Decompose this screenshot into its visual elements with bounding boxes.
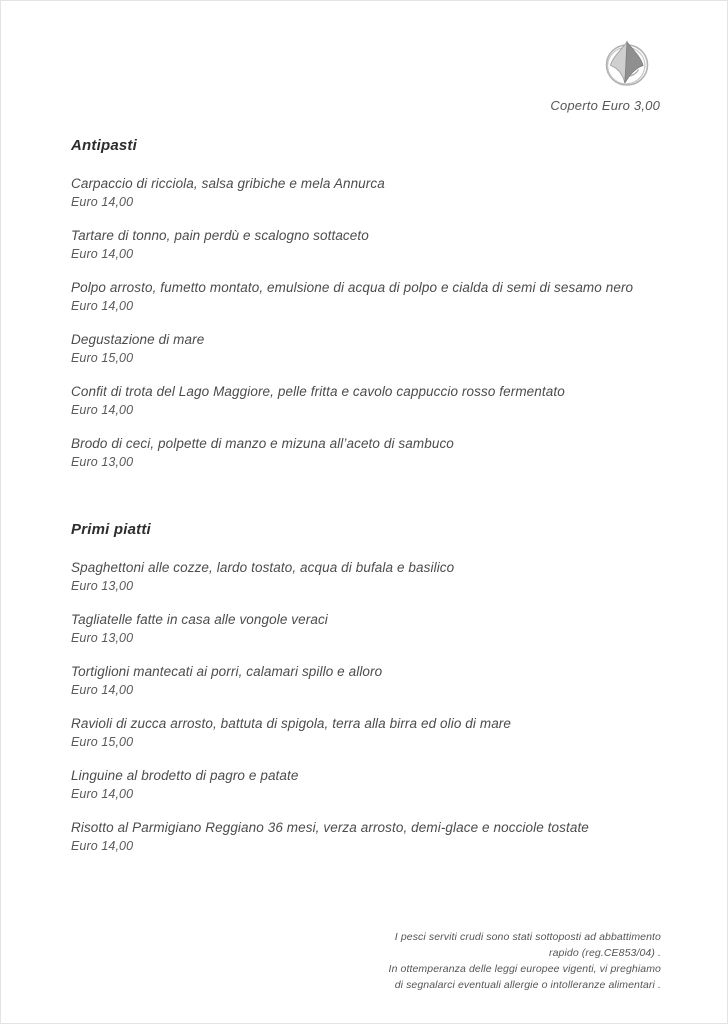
menu-item-name: Polpo arrosto, fumetto montato, emulsione di acqua di polpo e cialda di semi di sesamo nero: [71, 280, 634, 295]
menu-item-price: Euro 14,00: [71, 299, 134, 313]
menu-item-name: Risotto al Parmigiano Reggiano 36 mesi, verza arrosto, demi-glace e nocciole tostate: [71, 820, 589, 835]
section-items: [71, 559, 667, 855]
menu-section: [71, 521, 667, 855]
footer-line: In ottemperanza delle leggi europee vigenti, vi preghiamo: [388, 963, 661, 975]
menu-item-price: Euro 14,00: [71, 403, 134, 417]
menu-item-name: Tortiglioni mantecati ai porri, calamari spillo e alloro: [71, 664, 383, 679]
menu-item: [71, 611, 667, 647]
menu-item-name: Ravioli di zucca arrosto, battuta di spigola, terra alla birra ed olio di mare: [71, 716, 512, 731]
menu-item: [71, 279, 667, 315]
footer-line: I pesci serviti crudi sono stati sottoposti ad abbattimento: [394, 931, 661, 943]
menu-item-price: Euro 14,00: [71, 247, 134, 261]
menu-item-name: Tartare di tonno, pain perdù e scalogno sottaceto: [71, 228, 369, 243]
menu-item: [71, 819, 667, 855]
footer-notes: [389, 929, 661, 993]
menu-item-name: Tagliatelle fatte in casa alle vongole veraci: [71, 612, 328, 627]
menu-item-name: Spaghettoni alle cozze, lardo tostato, acqua di bufala e basilico: [71, 560, 455, 575]
menu-item-price: Euro 15,00: [71, 351, 134, 365]
menu-item-name: Brodo di ceci, polpette di manzo e mizuna all’aceto di sambuco: [71, 436, 454, 451]
footer-line: di segnalarci eventuali allergie o intolleranze alimentari .: [394, 979, 661, 991]
menu-item: [71, 383, 667, 419]
menu-item-price: Euro 14,00: [71, 839, 134, 853]
menu-item: [71, 435, 667, 471]
menu-item-price: Euro 13,00: [71, 631, 134, 645]
menu-sections: [71, 137, 667, 871]
menu-section: [71, 137, 667, 471]
menu-item-price: Euro 13,00: [71, 455, 134, 469]
menu-item: [71, 227, 667, 263]
section-items: [71, 175, 667, 471]
menu-item-price: Euro 13,00: [71, 579, 134, 593]
menu-item: [71, 767, 667, 803]
coperto-note: Coperto Euro 3,00: [550, 98, 660, 113]
section-title: Antipasti: [71, 137, 137, 154]
footer-line: rapido (reg.CE853/04) .: [548, 947, 661, 959]
menu-item: [71, 715, 667, 751]
menu-item-price: Euro 14,00: [71, 683, 134, 697]
section-title: Primi piatti: [71, 521, 151, 538]
menu-item-price: Euro 14,00: [71, 787, 134, 801]
menu-item-name: Carpaccio di ricciola, salsa gribiche e mela Annurca: [71, 176, 385, 191]
menu-item: [71, 559, 667, 595]
menu-item-price: Euro 15,00: [71, 735, 134, 749]
restaurant-logo-icon: [603, 39, 651, 89]
menu-item-name: Linguine al brodetto di pagro e patate: [71, 768, 299, 783]
menu-item: [71, 331, 667, 367]
menu-item-name: Confit di trota del Lago Maggiore, pelle fritta e cavolo cappuccio rosso fermentato: [71, 384, 565, 399]
menu-item: [71, 663, 667, 699]
menu-item: [71, 175, 667, 211]
menu-item-price: Euro 14,00: [71, 195, 134, 209]
menu-item-name: Degustazione di mare: [71, 332, 205, 347]
